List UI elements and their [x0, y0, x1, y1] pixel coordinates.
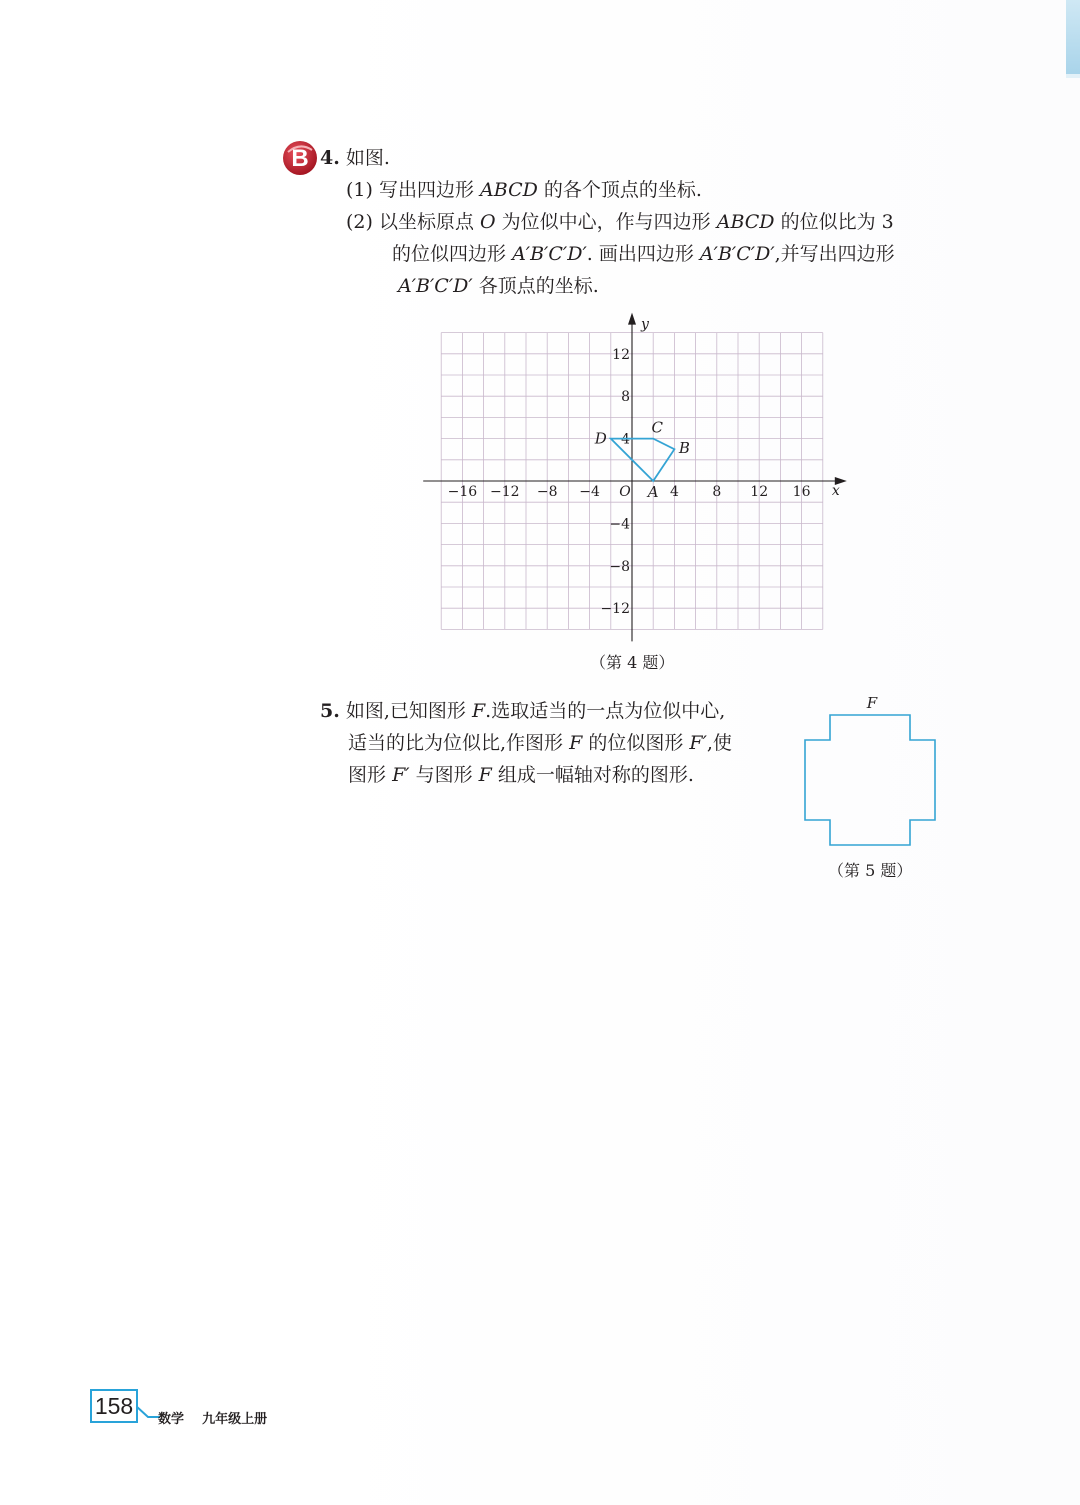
part2-text-a: 以坐标原点 [378, 211, 474, 233]
footer-grade: 九年级上册 [202, 1412, 268, 1427]
x-axis-label: x [831, 483, 840, 499]
tick-labels [448, 317, 840, 618]
part1-text-a: 写出四边形 [378, 179, 474, 201]
x-tick-label: 4 [669, 484, 679, 500]
figure4-caption: （第 4 题） [590, 653, 675, 672]
p5-line3-e: 组成一幅轴对称的图形. [497, 764, 694, 786]
y-tick-label: −12 [600, 601, 630, 618]
vertex-label-D: D [594, 429, 607, 448]
part2-text-d: ABCD [716, 211, 775, 233]
problem5-line3 [348, 759, 694, 791]
y-tick-label: 12 [612, 346, 630, 363]
x-tick-label: −4 [579, 484, 600, 500]
part1-number: (1) [346, 179, 373, 201]
cross-shape-outline [805, 715, 935, 845]
y-tick-label: 4 [621, 431, 630, 448]
axes [423, 313, 847, 642]
p5-line3-d: F [478, 764, 492, 786]
coordinate-grid-figure [0, 0, 1080, 700]
figure5-caption: （第 5 题） [828, 861, 913, 880]
footer-subject: 数学 [158, 1412, 185, 1427]
p5-line2-a: 适当的比为位似比,作图形 [348, 732, 564, 754]
part2-line2-c: . 画出四边形 [586, 243, 694, 265]
problem5-line1 [320, 695, 725, 727]
problem4-number: 4. [320, 147, 340, 169]
x-tick-label: 16 [792, 484, 811, 500]
p5-line3-a: 图形 [348, 764, 387, 786]
part2-line2-d: A′B′C′D′ [699, 243, 775, 265]
problem5-line2 [348, 727, 732, 759]
figure-f [800, 690, 940, 850]
y-tick-label: −4 [609, 516, 630, 533]
part2-text-b: O [480, 211, 496, 233]
y-tick-label: −8 [609, 558, 630, 575]
y-axis-label: y [641, 316, 649, 333]
p5-line2-b: F [569, 732, 583, 754]
p5-line2-e: ,使 [706, 732, 732, 754]
x-tick-label: 8 [712, 484, 722, 500]
x-tick-label: 12 [750, 484, 769, 500]
part2-line3-b: 各顶点的坐标. [478, 275, 599, 297]
p5-line1-c: .选取适当的一点为位似中心, [485, 700, 726, 722]
footer-title [158, 1408, 267, 1427]
x-tick-label: −16 [447, 484, 478, 500]
part1-text-b: ABCD [480, 179, 538, 201]
part2-number: (2) [346, 211, 373, 233]
vertex-label-B: B [678, 439, 690, 458]
problem5-number: 5. [320, 700, 340, 722]
part2-line2-a: 的位似四边形 [392, 243, 507, 265]
p5-line2-c: 的位似图形 [588, 732, 684, 754]
part2-line3-a: A′B′C′D′ [398, 275, 473, 297]
p5-line2-d: F′ [689, 732, 707, 754]
page-number-pointer [136, 1405, 160, 1419]
page-number: 158 [90, 1389, 138, 1423]
part2-line2-b: A′B′C′D′ [512, 243, 587, 265]
part2-text-e: 的位似比为 3 [780, 211, 894, 233]
vertex-label-A: A [647, 483, 659, 501]
figure-f-label: F [866, 694, 878, 712]
y-axis-arrow [628, 313, 636, 325]
p5-line3-c: 与图形 [415, 764, 473, 786]
x-tick-label: −12 [490, 484, 520, 500]
problem4-intro: 如图. [345, 147, 390, 169]
part1-text-c: 的各个顶点的坐标. [543, 179, 702, 201]
vertex-label-C: C [651, 418, 663, 437]
part2-line2-e: ,并写出四边形 [774, 243, 895, 265]
x-tick-label: −8 [536, 484, 558, 500]
p5-line1-a: 如图,已知图形 [345, 700, 466, 722]
origin-label: O [619, 484, 631, 500]
part2-text-c: 为位似中心，作与四边形 [501, 211, 711, 233]
badge-letter: B [291, 145, 309, 172]
p5-line3-b: F′ [392, 764, 410, 786]
p5-line1-b: F [471, 700, 486, 722]
y-tick-label: 8 [621, 389, 630, 406]
